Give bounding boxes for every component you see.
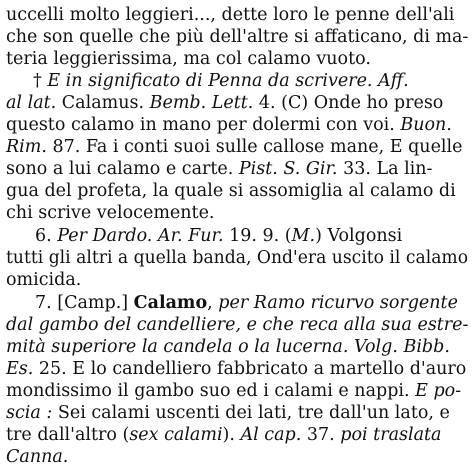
text-line-8: [6, 158, 432, 180]
text-line-2: [6, 26, 468, 48]
text-run: dal gambo del candelliere, e che reca alla sua estre-: [6, 315, 469, 335]
text-run: teria leggierissima, ma col calamo vuoto.: [6, 49, 371, 69]
text-run: questo calamo in mano per dolermi con voi.: [6, 115, 401, 135]
text-line-21: [6, 446, 68, 468]
text-run: Rim.: [6, 137, 47, 157]
text-run: mondissimo il gambo suo ed i calami e nappi.: [6, 381, 416, 401]
text-run: Sei calami uscenti dei lati, tre dall'un lato, e: [52, 403, 450, 423]
text-run: 33. La lin-: [337, 159, 433, 179]
text-run: 19. 9. (: [223, 226, 292, 246]
text-line-11: [35, 225, 402, 247]
text-line-12: [6, 247, 468, 269]
text-run: sono a lui calamo e carte.: [6, 159, 239, 179]
text-line-9: [6, 180, 456, 202]
text-run: 37.: [301, 425, 341, 445]
text-run: M.: [291, 226, 316, 246]
text-run: Per Dardo. Ar. Fur.: [57, 226, 224, 246]
text-line-16: [6, 336, 450, 358]
text-run: tre dall'altro (: [6, 425, 130, 445]
text-run: ,: [207, 293, 219, 313]
text-run: Calamo: [133, 293, 208, 313]
text-run: 87. Fa i conti suoi sulle callose mane, E quelle: [46, 137, 463, 157]
text-line-14: [35, 292, 458, 314]
text-line-1: [6, 4, 454, 26]
text-run: Calamus.: [56, 93, 150, 113]
text-run: che son quelle che più dell'altre si affaticano, di ma-: [6, 27, 469, 47]
text-line-18: [6, 380, 461, 402]
text-run: 6.: [35, 226, 58, 246]
text-line-19: [6, 402, 450, 424]
text-run: uccelli molto leggieri..., dette loro le penne dell'ali: [6, 5, 455, 25]
text-run: E in significato di Penna da scrivere. Aff.: [47, 71, 409, 91]
text-run: sex calami: [129, 425, 223, 445]
text-run: Al cap.: [240, 425, 302, 445]
text-run: Pist. S. Gir.: [238, 159, 338, 179]
text-line-5: [6, 92, 443, 114]
text-run: ) Volgonsi: [315, 226, 403, 246]
text-line-13: [6, 269, 81, 291]
text-run: E po-: [415, 381, 462, 401]
text-run: tutti gli altri a quella banda, Ond'era uscito il calamo: [6, 248, 469, 268]
text-run: per Ramo ricurvo sorgente: [218, 293, 458, 313]
text-line-17: [6, 358, 466, 380]
text-run: poi traslata: [340, 425, 442, 445]
text-run: chi scrive velocemente.: [6, 203, 215, 223]
text-run: al lat.: [6, 93, 57, 113]
text-line-3: [6, 48, 371, 70]
text-run: gua del profeta, la quale si assomiglia al calamo di: [6, 181, 456, 201]
text-run: 25. E lo candelliero fabbricato a martello d'auro: [33, 359, 467, 379]
text-line-4: [33, 70, 409, 92]
text-run: scia :: [6, 403, 53, 423]
text-run: †: [33, 71, 48, 91]
text-run: 7. [Camp.]: [35, 293, 134, 313]
text-line-20: [6, 424, 442, 446]
text-line-15: [6, 314, 468, 336]
text-run: omicida.: [6, 270, 82, 290]
text-run: mità superiore la candela o la lucerna. Volg. Bibb.: [6, 337, 450, 357]
text-run: Es.: [6, 359, 34, 379]
text-run: ).: [222, 425, 241, 445]
text-line-7: [6, 136, 462, 158]
text-run: Canna.: [6, 447, 69, 467]
text-line-10: [6, 202, 215, 224]
text-run: 4. (C) Onde ho preso: [253, 93, 444, 113]
text-run: Buon.: [400, 115, 452, 135]
text-run: Bemb. Lett.: [149, 93, 254, 113]
text-line-6: [6, 114, 452, 136]
